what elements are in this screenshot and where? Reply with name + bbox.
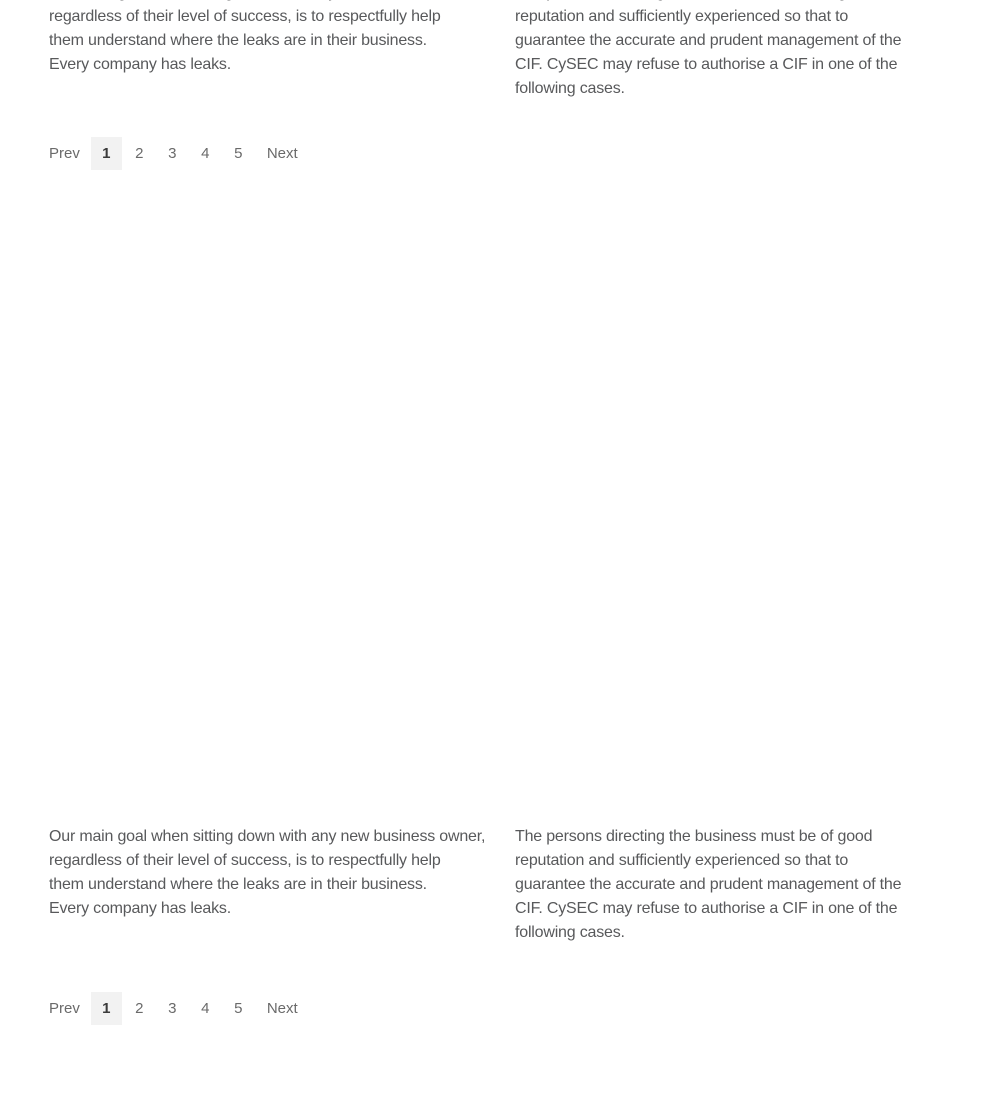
paragraph-line-clipped: The persons directing the business must be of good	[515, 828, 873, 845]
pagination-page-2[interactable]: 2	[135, 145, 144, 162]
pagination-page-4[interactable]: 4	[201, 1000, 210, 1017]
pagination-page-5[interactable]: 5	[234, 145, 243, 162]
pagination-page-5[interactable]: 5	[234, 1000, 243, 1017]
paragraph-line: following cases.	[515, 924, 625, 941]
pagination-top	[49, 137, 947, 170]
paragraph-line: guarantee the accurate and prudent management of the	[515, 876, 902, 893]
text-columns	[49, 0, 947, 101]
text-columns	[49, 825, 947, 945]
paragraph-line: them understand where the leaks are in their business.	[49, 876, 427, 893]
pagination-page-4[interactable]: 4	[201, 145, 210, 162]
pagination-next-link[interactable]: Next	[266, 1000, 298, 1017]
paragraph-line: guarantee the accurate and prudent management of the	[515, 32, 902, 49]
pagination-page-1-current[interactable]: 1	[91, 137, 122, 170]
right-text-column	[515, 0, 939, 101]
paragraph-line: CIF. CySEC may refuse to authorise a CIF in one of the	[515, 56, 898, 73]
pagination-bottom	[49, 992, 947, 1025]
pagination-next-link[interactable]: Next	[266, 145, 298, 162]
paragraph-line: Every company has leaks.	[49, 900, 231, 917]
paragraph-line-clipped: Our main goal when sitting down with any new business owner,	[49, 828, 486, 845]
pagination-page-3[interactable]: 3	[168, 145, 177, 162]
pagination-prev-link[interactable]: Prev	[49, 1000, 80, 1017]
content-section-bottom	[49, 825, 947, 1025]
pagination-prev-link[interactable]: Prev	[49, 145, 80, 162]
paragraph-line: them understand where the leaks are in their business.	[49, 32, 427, 49]
left-text-column	[49, 825, 486, 945]
clipped-text-row-top	[49, 0, 947, 97]
paragraph-line: regardless of their level of success, is to respectfully help	[49, 852, 441, 869]
paragraph-line: Every company has leaks.	[49, 56, 231, 73]
paragraph-line: regardless of their level of success, is to respectfully help	[49, 8, 441, 25]
paragraph-line: reputation and sufficiently experienced so that to	[515, 8, 849, 25]
pagination-page-3[interactable]: 3	[168, 1000, 177, 1017]
clipped-text-row-bottom	[49, 825, 947, 941]
paragraph-line: following cases.	[515, 80, 625, 97]
right-text-column	[515, 825, 939, 945]
paragraph-line: CIF. CySEC may refuse to authorise a CIF in one of the	[515, 900, 898, 917]
content-section-top	[49, 0, 947, 170]
pagination-page-2[interactable]: 2	[135, 1000, 144, 1017]
left-text-column	[49, 0, 473, 101]
pagination-page-1-current[interactable]: 1	[91, 992, 122, 1025]
paragraph-line: reputation and sufficiently experienced so that to	[515, 852, 849, 869]
